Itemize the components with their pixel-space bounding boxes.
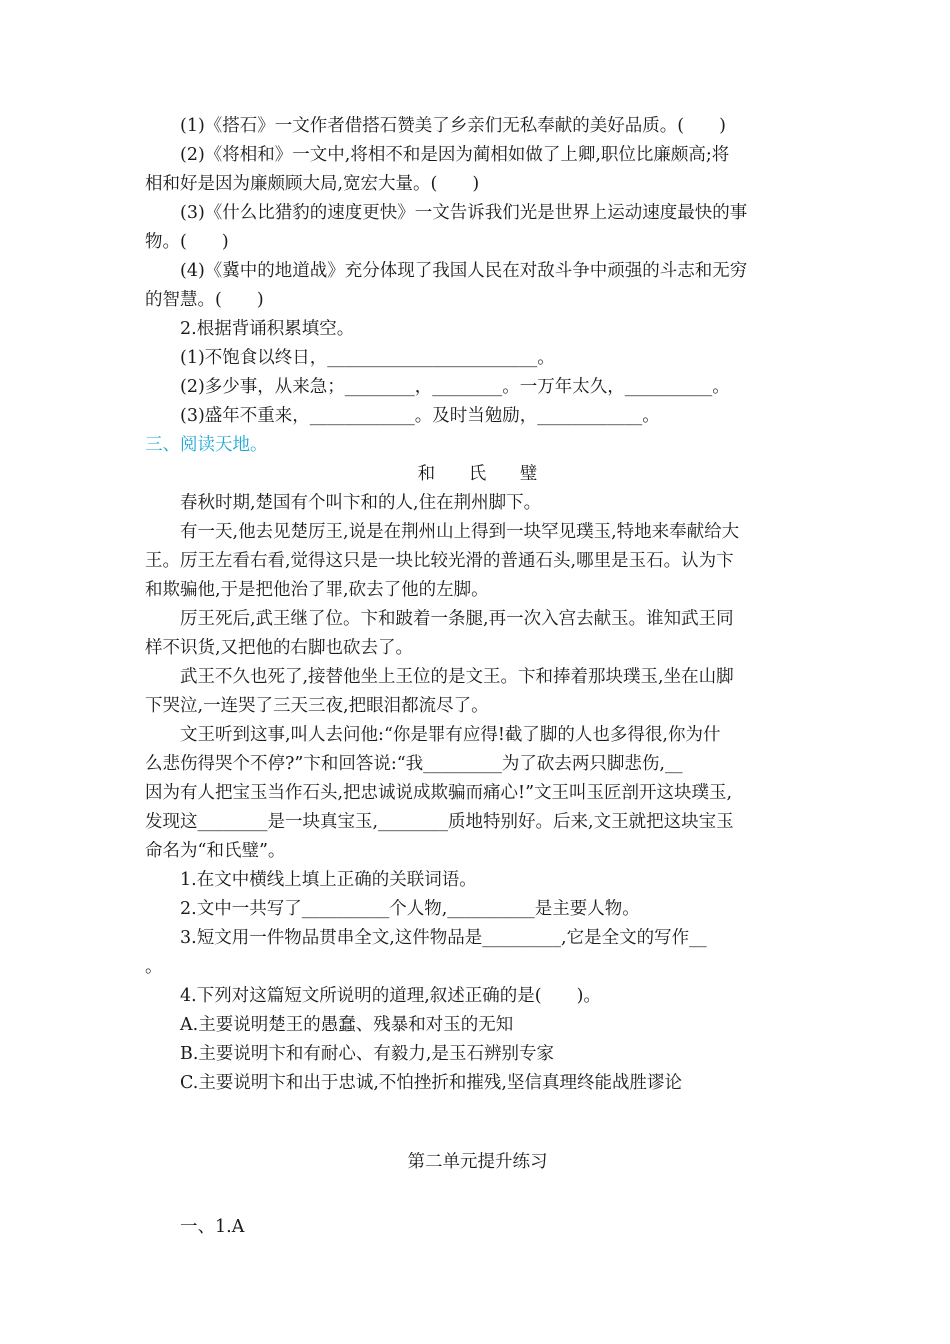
judge-item-2-line-1: (2)《将相和》一文中,将相不和是因为蔺相如做了上卿,职位比廉颇高;将: [180, 145, 730, 165]
question-1: 1.在文中横线上填上正确的关联词语。: [180, 870, 477, 890]
recite-line-2: (2)多少事，从来急；________，________。一万年太久，__________。: [180, 377, 730, 397]
passage-paragraph-5-line-3: 因为有人把宝玉当作石头,把忠诚说成欺骗而痛心!”文王叫玉匠剖开这块璞玉,: [145, 783, 733, 803]
passage-paragraph-2-line-1: 有一天,他去见楚厉王,说是在荆州山上得到一块罕见璞玉,特地来奉献给大: [180, 522, 740, 542]
passage-title: 和 氏 璧: [417, 464, 552, 484]
recite-line-3: (3)盛年不重来，____________。及时当勉励，____________。: [180, 406, 660, 426]
passage-paragraph-4-line-1: 武王不久也死了,接替他坐上王位的是文王。卞和捧着那块璞玉,坐在山脚: [180, 667, 734, 687]
passage-paragraph-3-line-1: 厉王死后,武王继了位。卞和跛着一条腿,再一次入宫去献玉。谁知武王同: [180, 609, 734, 629]
passage-paragraph-3-line-2: 样不识货,又把他的右脚也砍去了。: [145, 638, 414, 658]
passage-paragraph-2-line-3: 和欺骗他,于是把他治了罪,砍去了他的左脚。: [145, 580, 489, 600]
option-b: B.主要说明卞和有耐心、有毅力,是玉石辨别专家: [180, 1044, 554, 1064]
question-3-line-2: 。: [145, 957, 163, 977]
document-page: [145, 112, 810, 1242]
passage-paragraph-4-line-2: 下哭泣,一连哭了三天三夜,把眼泪都流尽了。: [145, 696, 489, 716]
passage-paragraph-5-line-5: 命名为“和氏璧”。: [145, 841, 286, 861]
spacer: [145, 1098, 810, 1148]
answers-title: 第二单元提升练习: [407, 1152, 548, 1172]
judge-item-3-line-1: (3)《什么比猎豹的速度更快》一文告诉我们光是世界上运动速度最快的事: [180, 203, 748, 223]
passage-paragraph-1: 春秋时期,楚国有个叫卞和的人,住在荆州脚下。: [180, 493, 542, 513]
passage-paragraph-2-line-2: 王。厉王左看右看,觉得这只是一块比较光滑的普通石头,哪里是玉石。认为卞: [145, 551, 734, 571]
passage-paragraph-5-line-1: 文王听到这事,叫人去问他:“你是罪有应得!截了脚的人也多得很,你为什: [180, 725, 721, 745]
spacer: [145, 1177, 810, 1213]
passage-paragraph-5-line-2: 么悲伤得哭个不停?”卞和回答说:“我_________为了砍去两只脚悲伤,__: [145, 754, 683, 774]
recite-heading: 2.根据背诵积累填空。: [180, 319, 355, 339]
option-a: A.主要说明楚王的愚蠢、残暴和对玉的无知: [180, 1015, 514, 1035]
question-4: 4.下列对这篇短文所说明的道理,叙述正确的是( )。: [180, 986, 601, 1006]
option-c: C.主要说明卞和出于忠诚,不怕挫折和摧残,坚信真理终能战胜谬论: [180, 1073, 682, 1093]
question-3-line-1: 3.短文用一件物品贯串全文,这件物品是_________,它是全文的写作__: [180, 928, 707, 948]
judge-item-3-line-2: 物。( ): [145, 232, 229, 252]
judge-item-4-line-2: 的智慧。( ): [145, 290, 264, 310]
recite-line-1: (1)不饱食以终日，________________________。: [180, 348, 555, 368]
section-heading-reading: 三、阅读天地。: [145, 435, 268, 455]
judge-item-4-line-1: (4)《冀中的地道战》充分体现了我国人民在对敌斗争中顽强的斗志和无穷: [180, 261, 748, 281]
judge-item-2-line-2: 相和好是因为廉颇顾大局,宽宏大量。( ): [145, 174, 480, 194]
passage-paragraph-5-line-4: 发现这________是一块真宝玉,________质地特别好。后来,文王就把这块宝玉: [145, 812, 734, 832]
judge-item-1: (1)《搭石》一文作者借搭石赞美了乡亲们无私奉献的美好品质。( ): [180, 116, 726, 136]
answer-line-1: 一、1.A: [180, 1217, 245, 1237]
question-2: 2.文中一共写了__________个人物,__________是主要人物。: [180, 899, 640, 919]
